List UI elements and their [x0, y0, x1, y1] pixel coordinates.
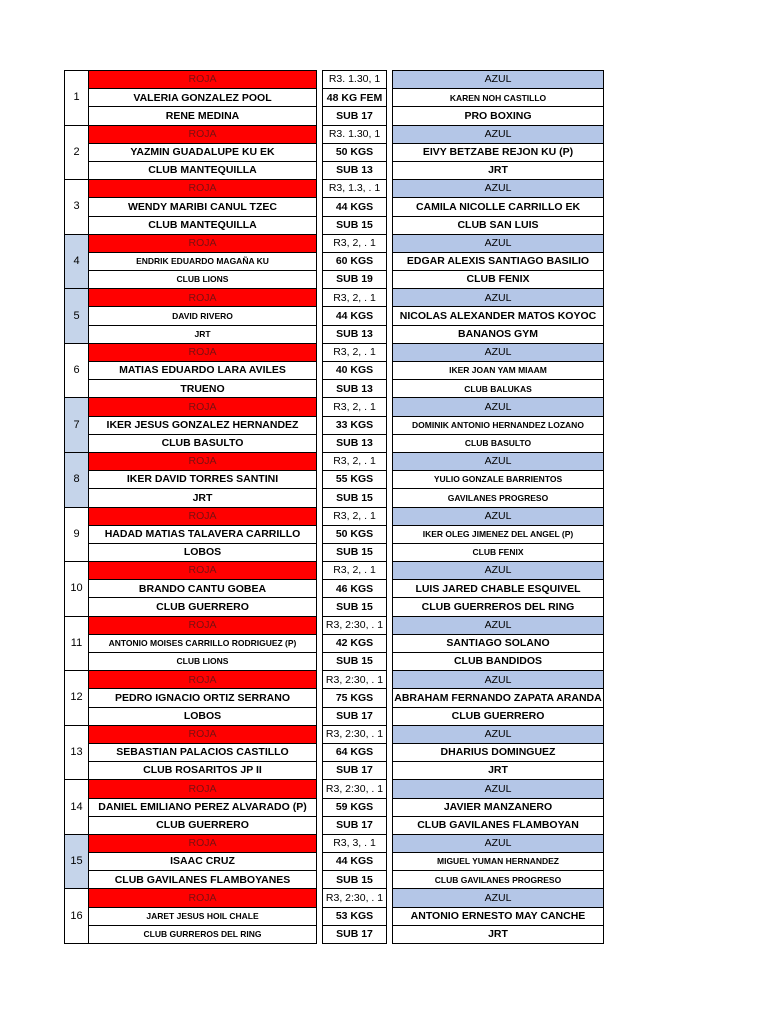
blue-boxer-name: DHARIUS DOMINGUEZ: [393, 743, 604, 761]
bout-row: [65, 907, 604, 925]
blue-corner-header: AZUL: [393, 452, 604, 470]
red-boxer-name: DAVID RIVERO: [89, 307, 317, 325]
blue-boxer-name: MIGUEL YUMAN HERNANDEZ: [393, 853, 604, 871]
blue-corner-header: AZUL: [393, 125, 604, 143]
bout-schedule-table: [64, 70, 604, 944]
bout-category: SUB 15: [323, 598, 387, 616]
bout-rounds: R3, 2:30, . 1: [323, 671, 387, 689]
blue-boxer-club: JRT: [393, 925, 604, 943]
blue-boxer-club: GAVILANES PROGRESO: [393, 489, 604, 507]
blue-boxer-name: NICOLAS ALEXANDER MATOS KOYOC: [393, 307, 604, 325]
bout-weight: 48 KG FEM: [323, 89, 387, 107]
bout-rounds: R3. 1.30, 1: [323, 125, 387, 143]
bout-row: [65, 307, 604, 325]
bout-number: 11: [65, 616, 89, 671]
bout-row: [65, 543, 604, 561]
red-corner-header: ROJA: [89, 725, 317, 743]
red-boxer-name: IKER JESUS GONZALEZ HERNANDEZ: [89, 416, 317, 434]
bout-number: 8: [65, 452, 89, 507]
red-corner-header: ROJA: [89, 562, 317, 580]
red-boxer-club: CLUB GUERRERO: [89, 816, 317, 834]
bout-category: SUB 17: [323, 925, 387, 943]
bout-row: [65, 252, 604, 270]
red-boxer-club: CLUB MANTEQUILLA: [89, 216, 317, 234]
blue-boxer-club: PRO BOXING: [393, 107, 604, 125]
bout-weight: 44 KGS: [323, 307, 387, 325]
red-corner-header: ROJA: [89, 125, 317, 143]
bout-weight: 46 KGS: [323, 580, 387, 598]
bout-number: 15: [65, 834, 89, 889]
blue-boxer-name: IKER OLEG JIMENEZ DEL ANGEL (P): [393, 525, 604, 543]
bout-row: [65, 689, 604, 707]
bout-number: 13: [65, 725, 89, 780]
bout-row: [65, 362, 604, 380]
red-boxer-club: CLUB LIONS: [89, 271, 317, 289]
bout-header-row: [65, 234, 604, 252]
bout-row: [65, 271, 604, 289]
bout-row: [65, 143, 604, 161]
bout-row: [65, 871, 604, 889]
bout-header-row: [65, 452, 604, 470]
bout-row: [65, 198, 604, 216]
bout-row: [65, 762, 604, 780]
red-corner-header: ROJA: [89, 343, 317, 361]
bout-header-row: [65, 343, 604, 361]
red-boxer-club: CLUB GAVILANES FLAMBOYANES: [89, 871, 317, 889]
bout-category: SUB 17: [323, 107, 387, 125]
bout-weight: 40 KGS: [323, 362, 387, 380]
red-boxer-name: JARET JESUS HOIL CHALE: [89, 907, 317, 925]
bout-category: SUB 15: [323, 216, 387, 234]
red-corner-header: ROJA: [89, 452, 317, 470]
bout-row: [65, 416, 604, 434]
blue-corner-header: AZUL: [393, 289, 604, 307]
bout-rounds: R3, 1.3, . 1: [323, 180, 387, 198]
bout-number: 2: [65, 125, 89, 180]
bout-row: [65, 816, 604, 834]
bout-rounds: R3, 2, . 1: [323, 343, 387, 361]
blue-corner-header: AZUL: [393, 507, 604, 525]
bout-header-row: [65, 834, 604, 852]
red-boxer-name: VALERIA GONZALEZ POOL: [89, 89, 317, 107]
blue-boxer-name: EIVY BETZABE REJON KU (P): [393, 143, 604, 161]
bout-rounds: R3, 2:30, . 1: [323, 780, 387, 798]
bout-number: 9: [65, 507, 89, 562]
red-boxer-name: ANTONIO MOISES CARRILLO RODRIGUEZ (P): [89, 634, 317, 652]
red-boxer-name: IKER DAVID TORRES SANTINI: [89, 471, 317, 489]
blue-corner-header: AZUL: [393, 398, 604, 416]
red-corner-header: ROJA: [89, 889, 317, 907]
bout-number: 16: [65, 889, 89, 944]
bout-number: 1: [65, 71, 89, 126]
blue-boxer-club: CLUB BANDIDOS: [393, 653, 604, 671]
bout-row: [65, 471, 604, 489]
bout-row: [65, 325, 604, 343]
bout-weight: 44 KGS: [323, 853, 387, 871]
blue-boxer-name: DOMINIK ANTONIO HERNANDEZ LOZANO: [393, 416, 604, 434]
red-boxer-name: YAZMIN GUADALUPE KU EK: [89, 143, 317, 161]
blue-boxer-name: YULIO GONZALE BARRIENTOS: [393, 471, 604, 489]
bout-header-row: [65, 562, 604, 580]
bout-header-row: [65, 725, 604, 743]
bout-row: [65, 743, 604, 761]
bout-category: SUB 17: [323, 762, 387, 780]
bout-row: [65, 489, 604, 507]
bout-rounds: R3, 2, . 1: [323, 234, 387, 252]
bout-rounds: R3, 2, . 1: [323, 562, 387, 580]
red-corner-header: ROJA: [89, 780, 317, 798]
red-corner-header: ROJA: [89, 289, 317, 307]
red-corner-header: ROJA: [89, 398, 317, 416]
blue-corner-header: AZUL: [393, 343, 604, 361]
blue-boxer-name: ANTONIO ERNESTO MAY CANCHE: [393, 907, 604, 925]
bout-category: SUB 19: [323, 271, 387, 289]
red-boxer-name: PEDRO IGNACIO ORTIZ SERRANO: [89, 689, 317, 707]
blue-corner-header: AZUL: [393, 671, 604, 689]
blue-boxer-name: CAMILA NICOLLE CARRILLO EK: [393, 198, 604, 216]
bout-header-row: [65, 889, 604, 907]
bout-category: SUB 17: [323, 707, 387, 725]
red-boxer-name: HADAD MATIAS TALAVERA CARRILLO: [89, 525, 317, 543]
bout-weight: 60 KGS: [323, 252, 387, 270]
bout-row: [65, 580, 604, 598]
bout-row: [65, 598, 604, 616]
bout-header-row: [65, 180, 604, 198]
bout-row: [65, 525, 604, 543]
blue-corner-header: AZUL: [393, 889, 604, 907]
bout-number: 5: [65, 289, 89, 344]
bout-row: [65, 216, 604, 234]
bout-number: 3: [65, 180, 89, 235]
red-boxer-name: WENDY MARIBI CANUL TZEC: [89, 198, 317, 216]
blue-corner-header: AZUL: [393, 834, 604, 852]
bout-rounds: R3. 1.30, 1: [323, 71, 387, 89]
blue-boxer-name: LUIS JARED CHABLE ESQUIVEL: [393, 580, 604, 598]
red-boxer-name: ISAAC CRUZ: [89, 853, 317, 871]
bout-category: SUB 15: [323, 489, 387, 507]
blue-boxer-club: CLUB GUERRERO: [393, 707, 604, 725]
bout-weight: 50 KGS: [323, 525, 387, 543]
blue-boxer-club: CLUB BASULTO: [393, 434, 604, 452]
bout-header-row: [65, 616, 604, 634]
bout-row: [65, 380, 604, 398]
blue-corner-header: AZUL: [393, 562, 604, 580]
red-corner-header: ROJA: [89, 507, 317, 525]
blue-boxer-name: EDGAR ALEXIS SANTIAGO BASILIO: [393, 252, 604, 270]
bout-weight: 75 KGS: [323, 689, 387, 707]
bout-category: SUB 13: [323, 380, 387, 398]
bout-header-row: [65, 125, 604, 143]
bout-header-row: [65, 671, 604, 689]
blue-boxer-name: ABRAHAM FERNANDO ZAPATA ARANDA: [393, 689, 604, 707]
blue-boxer-club: JRT: [393, 762, 604, 780]
blue-corner-header: AZUL: [393, 616, 604, 634]
bout-row: [65, 925, 604, 943]
blue-boxer-name: KAREN NOH CASTILLO: [393, 89, 604, 107]
bout-number: 7: [65, 398, 89, 453]
bout-number: 14: [65, 780, 89, 835]
red-boxer-club: CLUB GUERRERO: [89, 598, 317, 616]
red-boxer-club: RENE MEDINA: [89, 107, 317, 125]
red-boxer-name: SEBASTIAN PALACIOS CASTILLO: [89, 743, 317, 761]
bout-category: SUB 15: [323, 653, 387, 671]
red-boxer-club: LOBOS: [89, 707, 317, 725]
blue-corner-header: AZUL: [393, 180, 604, 198]
bout-row: [65, 653, 604, 671]
bout-rounds: R3, 2:30, . 1: [323, 889, 387, 907]
red-corner-header: ROJA: [89, 616, 317, 634]
blue-corner-header: AZUL: [393, 71, 604, 89]
blue-boxer-club: CLUB GUERREROS DEL RING: [393, 598, 604, 616]
bout-row: [65, 853, 604, 871]
bout-rounds: R3, 2, . 1: [323, 398, 387, 416]
red-boxer-name: BRANDO CANTU GOBEA: [89, 580, 317, 598]
red-corner-header: ROJA: [89, 180, 317, 198]
blue-boxer-name: JAVIER MANZANERO: [393, 798, 604, 816]
bout-row: [65, 107, 604, 125]
bout-number: 4: [65, 234, 89, 289]
bout-category: SUB 13: [323, 161, 387, 179]
bout-rounds: R3, 3, . 1: [323, 834, 387, 852]
bout-rounds: R3, 2:30, . 1: [323, 616, 387, 634]
red-corner-header: ROJA: [89, 834, 317, 852]
bout-weight: 33 KGS: [323, 416, 387, 434]
bout-row: [65, 89, 604, 107]
blue-boxer-club: BANANOS GYM: [393, 325, 604, 343]
blue-boxer-club: JRT: [393, 161, 604, 179]
red-boxer-club: CLUB MANTEQUILLA: [89, 161, 317, 179]
bout-header-row: [65, 71, 604, 89]
bout-weight: 42 KGS: [323, 634, 387, 652]
bout-row: [65, 161, 604, 179]
blue-corner-header: AZUL: [393, 725, 604, 743]
blue-boxer-club: CLUB GAVILANES PROGRESO: [393, 871, 604, 889]
red-boxer-club: CLUB LIONS: [89, 653, 317, 671]
bout-category: SUB 17: [323, 816, 387, 834]
blue-boxer-name: IKER JOAN YAM MIAAM: [393, 362, 604, 380]
bout-rounds: R3, 2, . 1: [323, 452, 387, 470]
blue-boxer-name: SANTIAGO SOLANO: [393, 634, 604, 652]
blue-boxer-club: CLUB FENIX: [393, 271, 604, 289]
red-corner-header: ROJA: [89, 71, 317, 89]
bout-category: SUB 15: [323, 543, 387, 561]
blue-boxer-club: CLUB GAVILANES FLAMBOYAN: [393, 816, 604, 834]
bout-weight: 44 KGS: [323, 198, 387, 216]
bout-schedule-body: [65, 71, 604, 944]
bout-row: [65, 434, 604, 452]
blue-boxer-club: CLUB SAN LUIS: [393, 216, 604, 234]
bout-weight: 55 KGS: [323, 471, 387, 489]
red-corner-header: ROJA: [89, 234, 317, 252]
bout-number: 6: [65, 343, 89, 398]
bout-number: 10: [65, 562, 89, 617]
bout-rounds: R3, 2, . 1: [323, 507, 387, 525]
red-boxer-name: DANIEL EMILIANO PEREZ ALVARADO (P): [89, 798, 317, 816]
bout-weight: 53 KGS: [323, 907, 387, 925]
bout-category: SUB 13: [323, 325, 387, 343]
bout-rounds: R3, 2, . 1: [323, 289, 387, 307]
red-boxer-name: ENDRIK EDUARDO MAGAÑA KU: [89, 252, 317, 270]
bout-row: [65, 798, 604, 816]
blue-corner-header: AZUL: [393, 234, 604, 252]
red-boxer-club: JRT: [89, 325, 317, 343]
blue-boxer-club: CLUB FENIX: [393, 543, 604, 561]
red-boxer-club: LOBOS: [89, 543, 317, 561]
bout-row: [65, 634, 604, 652]
red-boxer-club: CLUB BASULTO: [89, 434, 317, 452]
bout-header-row: [65, 780, 604, 798]
bout-number: 12: [65, 671, 89, 726]
red-boxer-club: CLUB ROSARITOS JP II: [89, 762, 317, 780]
red-boxer-club: TRUENO: [89, 380, 317, 398]
bout-header-row: [65, 507, 604, 525]
bout-category: SUB 15: [323, 871, 387, 889]
bout-rounds: R3, 2:30, . 1: [323, 725, 387, 743]
bout-header-row: [65, 398, 604, 416]
red-boxer-club: CLUB GURREROS DEL RING: [89, 925, 317, 943]
bout-weight: 59 KGS: [323, 798, 387, 816]
blue-boxer-club: CLUB BALUKAS: [393, 380, 604, 398]
red-boxer-club: JRT: [89, 489, 317, 507]
bout-header-row: [65, 289, 604, 307]
bout-row: [65, 707, 604, 725]
bout-weight: 50 KGS: [323, 143, 387, 161]
bout-weight: 64 KGS: [323, 743, 387, 761]
red-boxer-name: MATIAS EDUARDO LARA AVILES: [89, 362, 317, 380]
blue-corner-header: AZUL: [393, 780, 604, 798]
bout-category: SUB 13: [323, 434, 387, 452]
red-corner-header: ROJA: [89, 671, 317, 689]
